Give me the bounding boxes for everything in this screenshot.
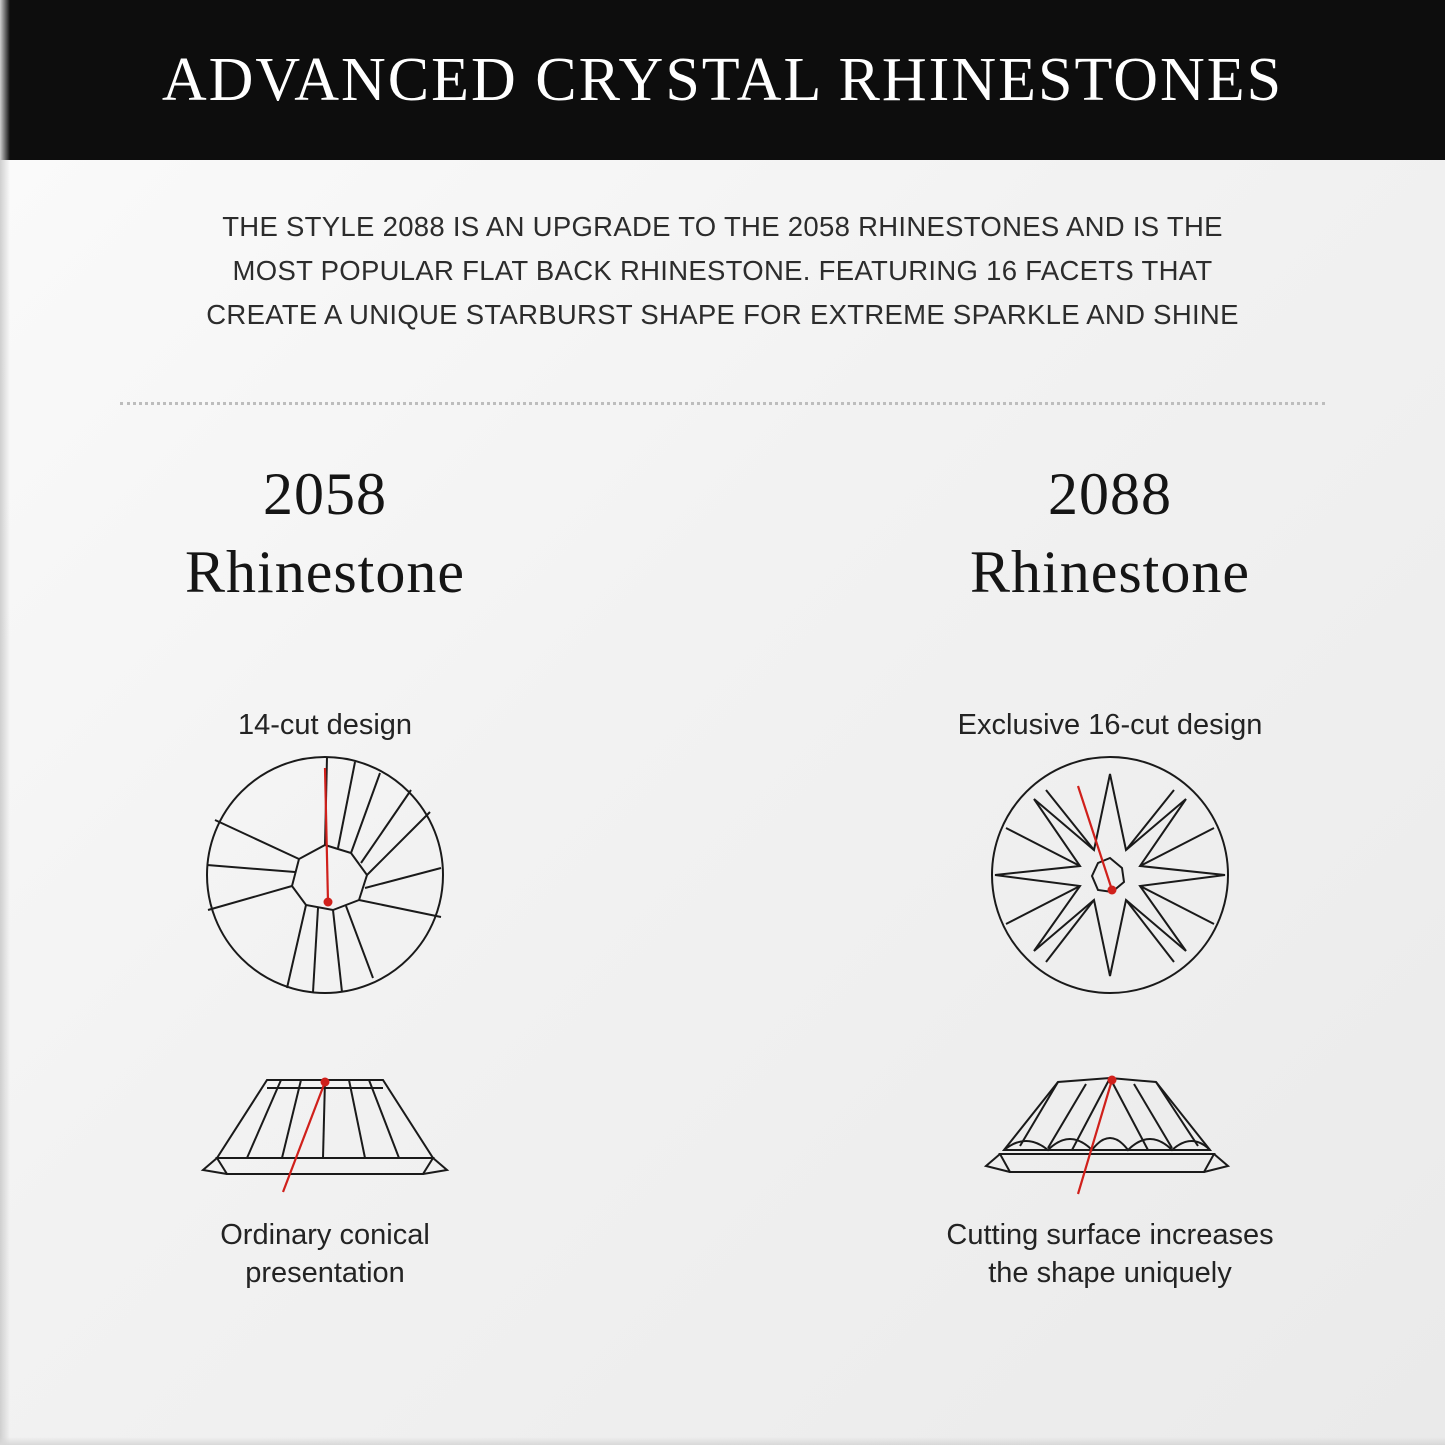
intro-line-1: THE STYLE 2088 IS AN UPGRADE TO THE 2058 RHINESTONES AND IS THE — [222, 211, 1223, 242]
column-2088 — [810, 455, 1410, 1355]
column-2088-top-label: Exclusive 16-cut design — [957, 709, 1263, 741]
column-2088-bottom-label-line-2: the shape uniquely — [988, 1257, 1232, 1289]
column-2058-number: 2058 — [263, 461, 387, 527]
column-2058-bottom-label-line-1: Ordinary conical — [220, 1219, 430, 1251]
column-2088-bottom-label — [810, 1216, 1410, 1292]
title-bar — [0, 0, 1445, 160]
column-2058-bottom-label — [25, 1216, 625, 1292]
page-title: ADVANCED CRYSTAL RHINESTONES — [161, 45, 1284, 114]
column-2058-word: Rhinestone — [185, 539, 465, 605]
intro-paragraph — [105, 205, 1340, 337]
left-edge-shadow — [0, 0, 10, 1445]
column-2088-word: Rhinestone — [970, 539, 1250, 605]
column-2088-heading — [810, 455, 1410, 611]
column-2058 — [25, 455, 625, 1355]
intro-line-3: CREATE A UNIQUE STARBURST SHAPE FOR EXTREME SPARKLE AND SHINE — [206, 299, 1239, 330]
bottom-edge-shadow — [0, 1437, 1445, 1445]
rhinestone-side-view-starburst-icon — [810, 1070, 1410, 1200]
rhinestone-side-view-conical-icon — [25, 1070, 625, 1200]
section-divider — [120, 402, 1325, 408]
intro-line-2: MOST POPULAR FLAT BACK RHINESTONE. FEATURING 16 FACETS THAT — [232, 255, 1213, 286]
column-2058-heading — [25, 455, 625, 611]
column-2058-bottom-label-line-2: presentation — [245, 1257, 405, 1289]
column-2088-number: 2088 — [1048, 461, 1172, 527]
column-2058-top-label: 14-cut design — [237, 709, 413, 741]
rhinestone-top-view-16-cut-starburst-icon — [810, 750, 1410, 1000]
rhinestone-top-view-14-cut-icon — [25, 750, 625, 1000]
column-2088-bottom-label-line-1: Cutting surface increases — [946, 1219, 1274, 1251]
